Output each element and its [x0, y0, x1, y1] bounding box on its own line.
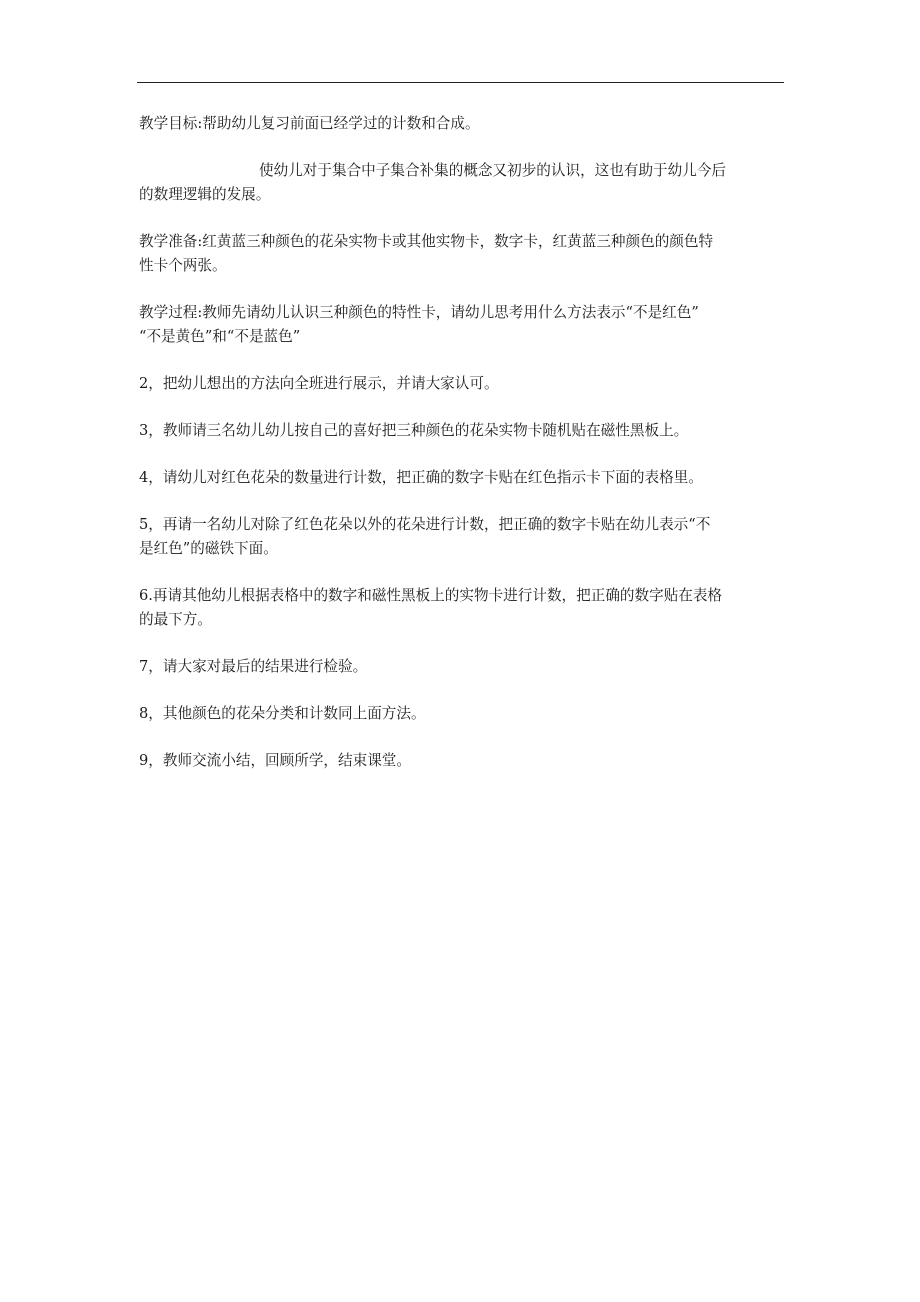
paragraph-step-3	[139, 419, 785, 443]
text-line: 使幼儿对于集合中子集合补集的概念又初步的认识，这也有助于幼儿今后	[259, 162, 727, 179]
text-line: 8，其他颜色的花朵分类和计数同上面方法。	[139, 705, 426, 722]
paragraph-step-9	[139, 749, 785, 773]
text-line: 教学准备:红黄蓝三种颜色的花朵实物卡或其他实物卡，数字卡，红黄蓝三种颜色的颜色特	[139, 233, 714, 250]
text-line: 的最下方。	[139, 611, 212, 628]
paragraph-step-7	[139, 655, 785, 679]
text-line: 7，请大家对最后的结果进行检验。	[139, 658, 368, 675]
text-line: 教学过程:教师先请幼儿认识三种颜色的特性卡，请幼儿思考用什么方法表示“不是红色”	[139, 304, 699, 321]
paragraph-step-6	[139, 584, 785, 632]
text-line: 的数理逻辑的发展。	[139, 186, 271, 203]
text-line: 4，请幼儿对红色花朵的数量进行计数，把正确的数字卡贴在红色指示卡下面的表格里。	[139, 469, 703, 486]
text-line: 9，教师交流小结，回顾所学，结束课堂。	[139, 752, 411, 769]
text-line: 教学目标:帮助幼儿复习前面已经学过的计数和合成。	[139, 115, 480, 132]
paragraph-step-5	[139, 513, 785, 561]
header-rule	[137, 82, 784, 83]
paragraph-process	[139, 301, 785, 349]
paragraph-preparation	[139, 230, 785, 278]
text-line: 6.再请其他幼儿根据表格中的数字和磁性黑板上的实物卡进行计数，把正确的数字贴在表格	[139, 587, 723, 604]
paragraph-goal-continued	[139, 159, 785, 207]
paragraph-step-4	[139, 466, 785, 490]
text-line: 3，教师请三名幼儿幼儿按自己的喜好把三种颜色的花朵实物卡随机贴在磁性黑板上。	[139, 422, 689, 439]
text-line: “不是黄色”和“不是蓝色”	[139, 328, 301, 345]
document-body	[139, 112, 785, 796]
text-line: 5，再请一名幼儿对除了红色花朵以外的花朵进行计数，把正确的数字卡贴在幼儿表示“不	[139, 516, 711, 533]
text-line: 是红色”的磁铁下面。	[139, 540, 278, 557]
paragraph-step-8	[139, 702, 785, 726]
text-line: 性卡个两张。	[139, 257, 227, 274]
paragraph-goal	[139, 112, 785, 136]
text-line: 2，把幼儿想出的方法向全班进行展示，并请大家认可。	[139, 375, 499, 392]
paragraph-step-2	[139, 372, 785, 396]
